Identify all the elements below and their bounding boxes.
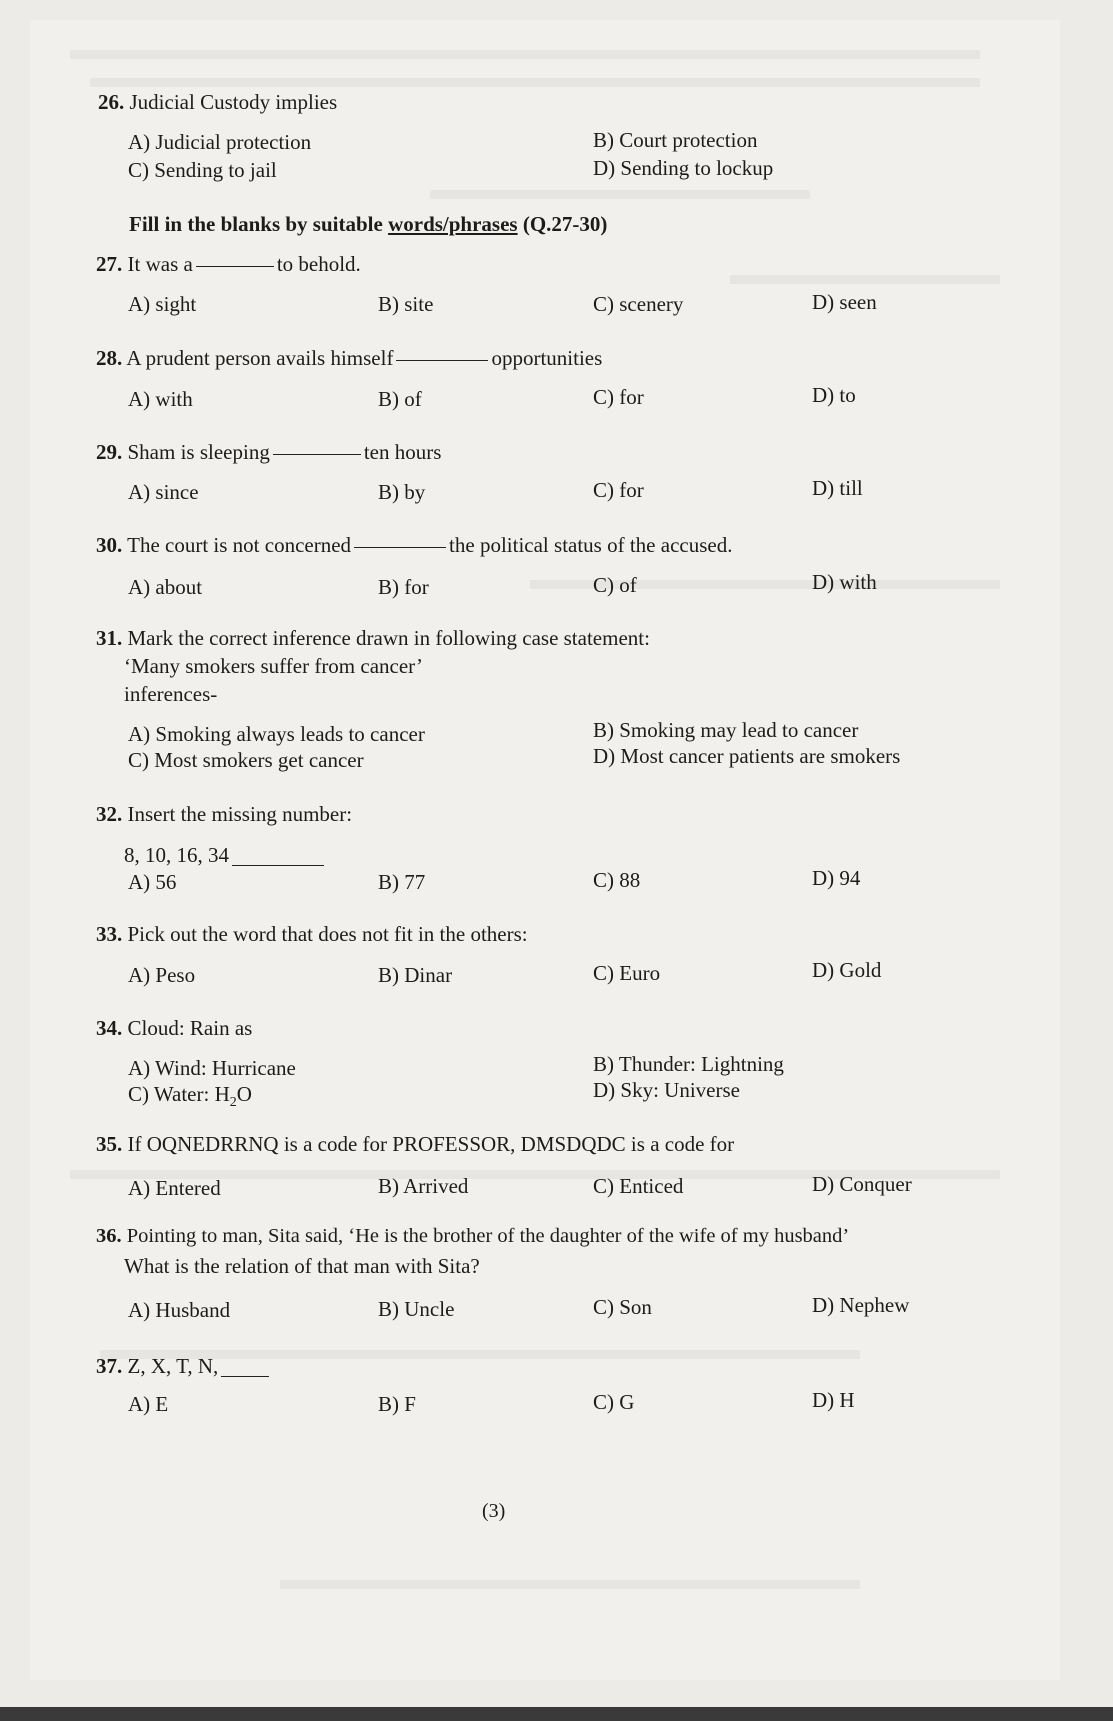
answer-blank [273, 454, 361, 455]
option-a: A) since [128, 480, 199, 504]
option-b: B) Thunder: Lightning [593, 1052, 784, 1076]
option-b: B) by [378, 480, 426, 504]
option-a: A) Smoking always leads to cancer [128, 722, 425, 746]
scan-edge [0, 1707, 1113, 1721]
option-b: B) Uncle [378, 1297, 455, 1321]
answer-blank [196, 266, 274, 267]
option-a: A) Husband [128, 1298, 231, 1322]
question-27: 27. It was a to behold. [96, 252, 361, 276]
option-d: D) to [812, 383, 856, 407]
option-c: C) G [593, 1390, 635, 1414]
option-b: B) of [378, 387, 422, 411]
bleed-through-text [430, 190, 810, 199]
bleed-through-text [280, 1580, 860, 1589]
option-c: C) for [593, 478, 644, 502]
question-31: 31. Mark the correct inference drawn in following case statement: [96, 626, 650, 650]
number-series: 8, 10, 16, 34 [124, 843, 327, 868]
option-c: C) Water: $H_2O$ [128, 1082, 252, 1111]
option-a: A) E [128, 1392, 169, 1416]
option-b: B) site [378, 292, 434, 316]
option-d: D) seen [812, 290, 877, 314]
option-c: C) Enticed [593, 1174, 684, 1198]
answer-blank [396, 360, 488, 361]
option-b: B) Arrived [378, 1174, 469, 1198]
option-d: D) Nephew [812, 1293, 910, 1317]
answer-blank [221, 1376, 269, 1377]
option-c: C) Son [593, 1295, 652, 1319]
option-a: A) Judicial protection [128, 130, 312, 154]
question-26: 26. Judicial Custody implies [98, 90, 338, 114]
option-c: C) Most smokers get cancer [128, 748, 364, 772]
case-statement: ‘Many smokers suffer from cancer’ [124, 654, 423, 678]
question-32: 32. Insert the missing number: [96, 802, 353, 826]
option-c: C) 88 [593, 868, 641, 892]
question-28: 28. A prudent person avails himself opportunities [96, 346, 603, 370]
question-34: 34. Cloud: Rain as [96, 1016, 253, 1040]
question-37: 37. Z, X, T, N, [96, 1354, 272, 1379]
question-33: 33. Pick out the word that does not fit in the others: [96, 922, 528, 946]
question-36-line2: What is the relation of that man with Sita? [124, 1254, 480, 1278]
option-a: A) 56 [128, 870, 177, 894]
option-b: B) Court protection [593, 128, 758, 152]
section-heading: Fill in the blanks by suitable words/phrases (Q.27-30) [129, 212, 608, 236]
option-c: C) scenery [593, 292, 684, 316]
option-c: C) for [593, 385, 644, 409]
option-d: D) H [812, 1388, 855, 1412]
page-number: (3) [482, 1500, 506, 1522]
option-a: A) Wind: Hurricane [128, 1056, 296, 1080]
option-d: D) 94 [812, 866, 861, 890]
option-b: B) Smoking may lead to cancer [593, 718, 859, 742]
inferences-label: inferences- [124, 682, 218, 706]
option-d: D) Most cancer patients are smokers [593, 744, 901, 768]
question-35: 35. If OQNEDRRNQ is a code for PROFESSOR, DMSDQDC is a code for [96, 1132, 735, 1156]
option-c: C) of [593, 573, 637, 597]
option-a: A) about [128, 575, 203, 599]
option-c: C) Sending to jail [128, 158, 277, 182]
option-d: D) Gold [812, 958, 882, 982]
option-b: B) for [378, 575, 429, 599]
question-29: 29. Sham is sleeping ten hours [96, 440, 442, 464]
option-b: B) Dinar [378, 963, 453, 987]
option-d: D) with [812, 570, 877, 594]
option-b: B) F [378, 1392, 416, 1416]
question-36: 36. Pointing to man, Sita said, ‘He is the brother of the daughter of the wife of my husband’ [96, 1225, 850, 1247]
question-30: 30. The court is not concerned the political status of the accused. [96, 533, 733, 557]
option-a: A) sight [128, 292, 197, 316]
option-a: A) Entered [128, 1176, 221, 1200]
option-d: D) Conquer [812, 1172, 912, 1196]
answer-blank [354, 547, 446, 548]
bleed-through-text [70, 50, 980, 59]
option-d: D) till [812, 476, 863, 500]
option-d: D) Sky: Universe [593, 1078, 740, 1102]
option-c: C) Euro [593, 961, 661, 985]
bleed-through-text [730, 275, 1000, 284]
option-a: A) Peso [128, 963, 196, 987]
bleed-through-text [90, 78, 980, 87]
answer-blank [232, 865, 324, 866]
option-d: D) Sending to lockup [593, 156, 774, 180]
option-a: A) with [128, 387, 193, 411]
option-b: B) 77 [378, 870, 426, 894]
